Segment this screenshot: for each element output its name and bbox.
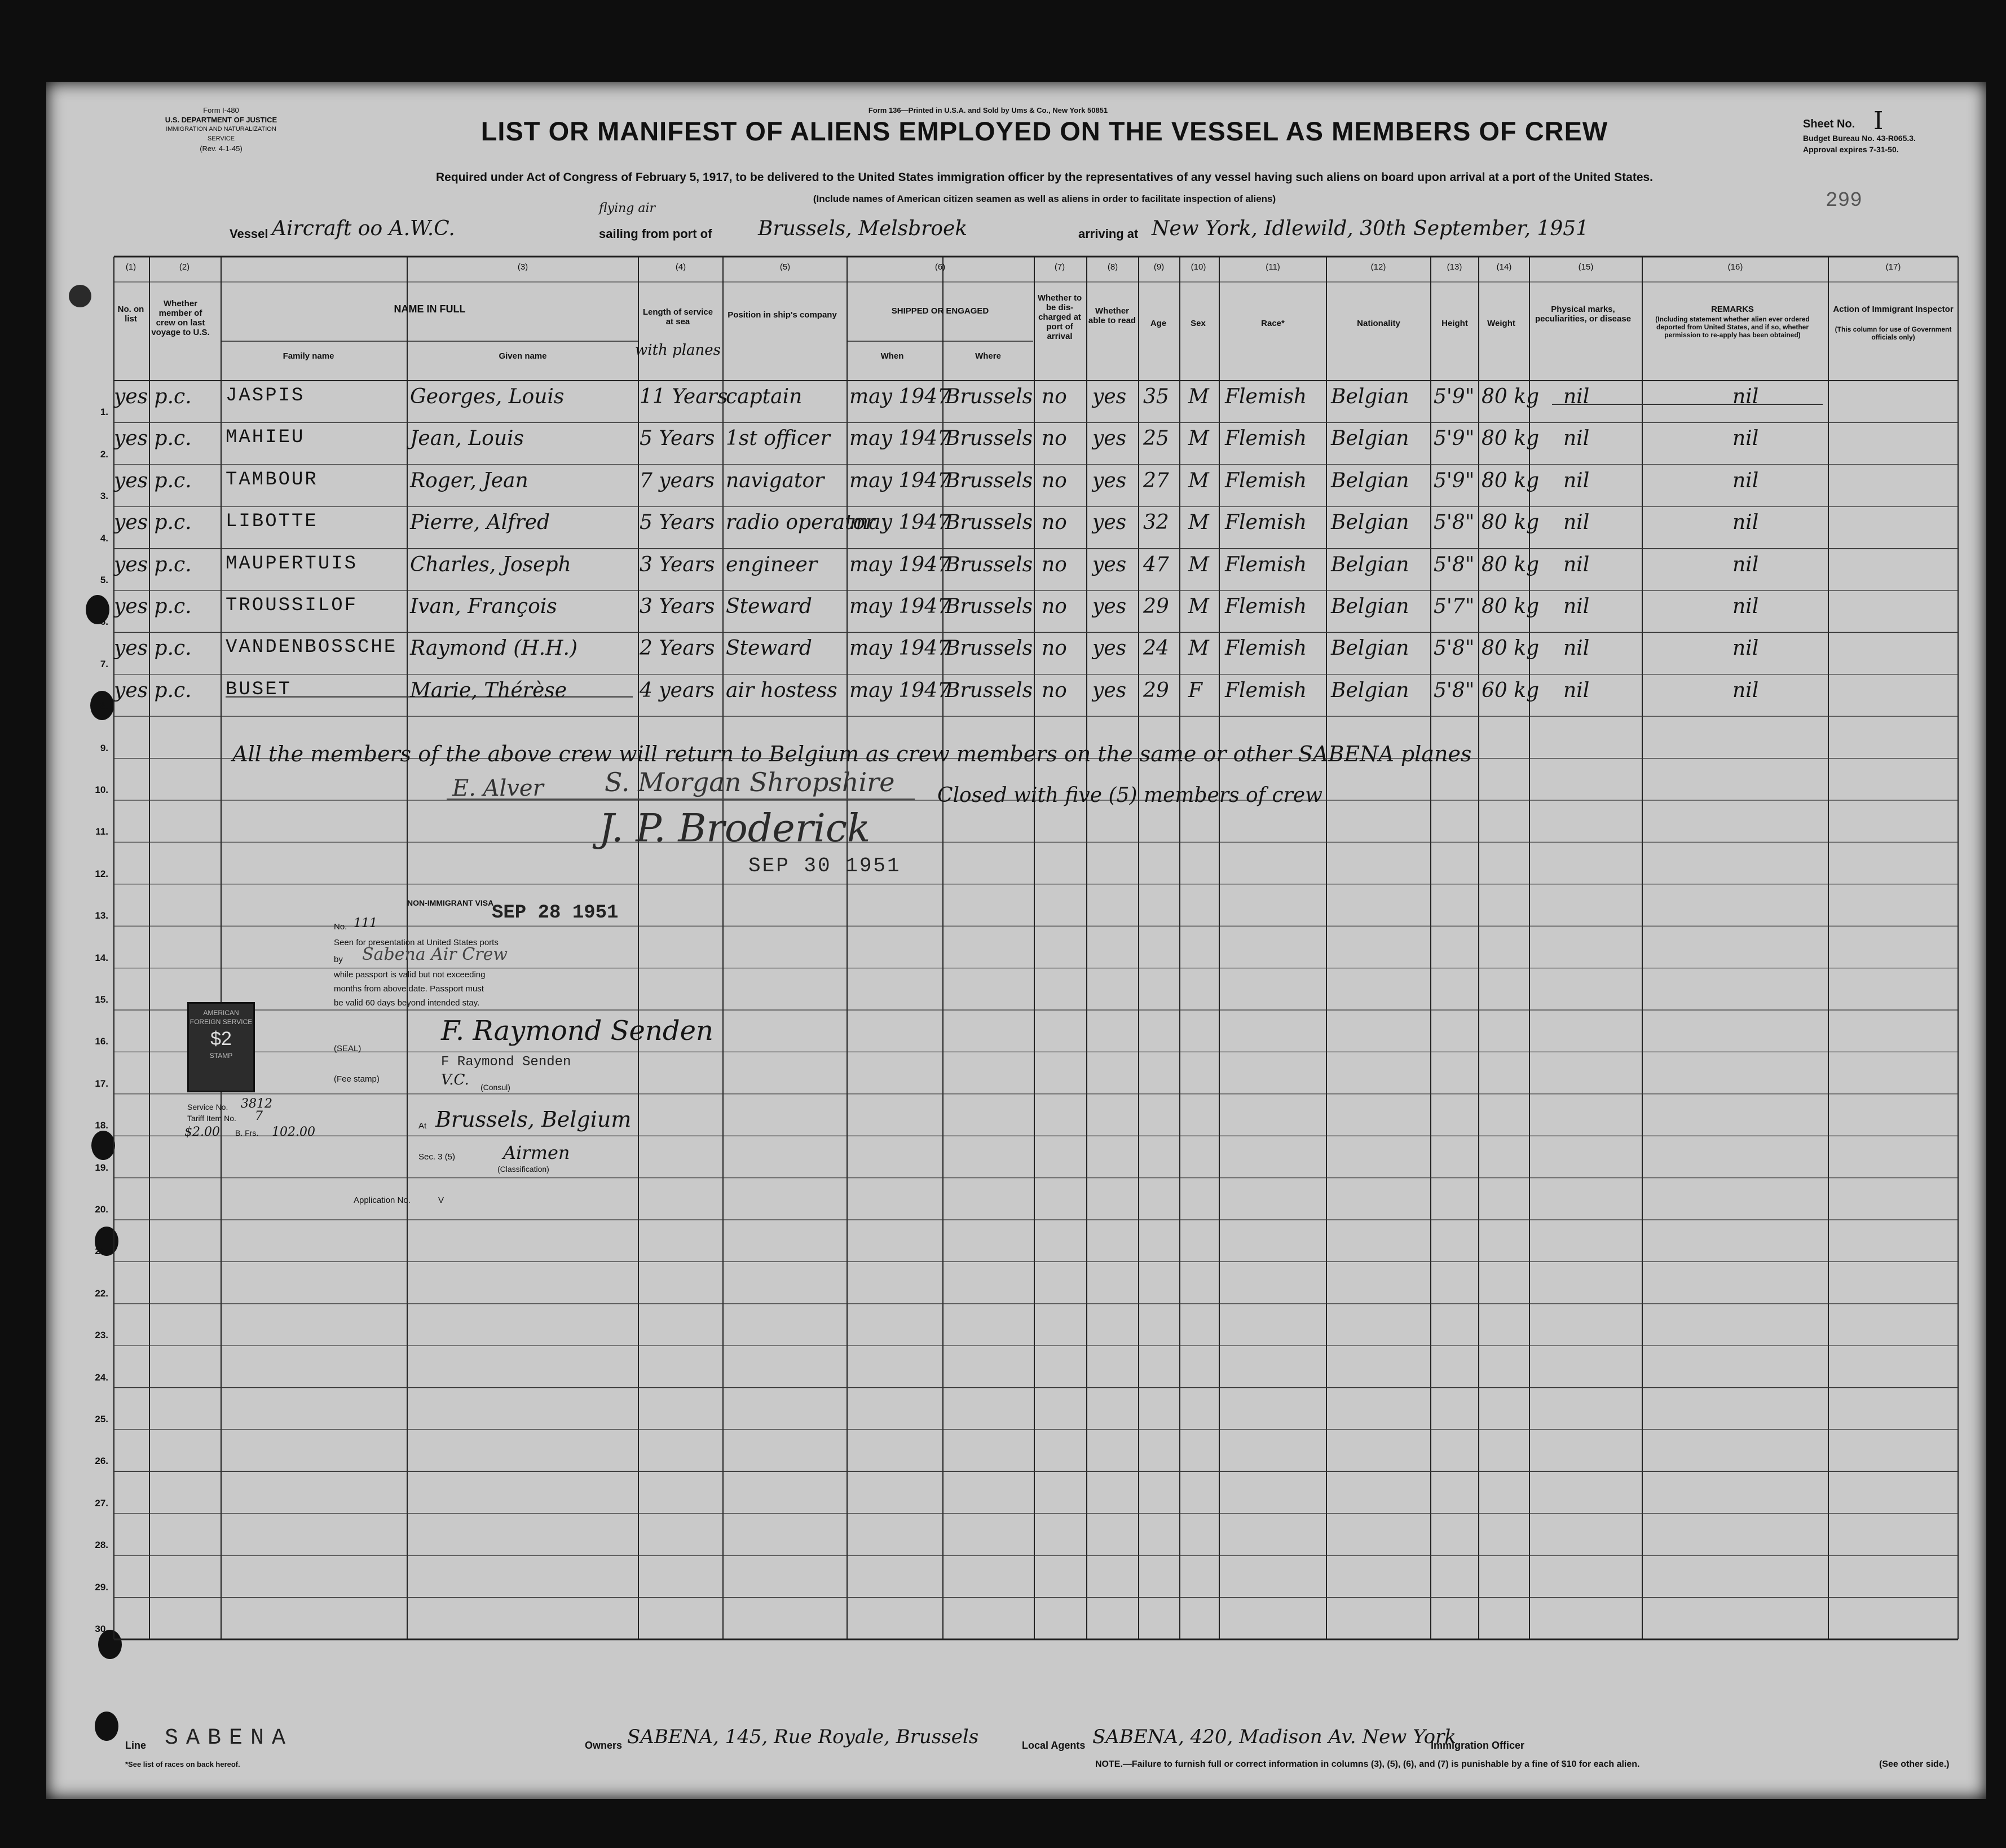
visa-by-label: by [334, 955, 343, 964]
sheet-label: Sheet No. [1803, 118, 1855, 130]
visa-by: Sabena Air Crew [362, 945, 508, 964]
when-cell: may 1947 [849, 637, 950, 660]
column-number: (12) [1370, 262, 1386, 272]
vessel-label: Vessel [230, 227, 268, 241]
height-cell: 5'8" [1434, 678, 1475, 702]
closed-note: Closed with five (5) members of crew [937, 784, 1322, 807]
visa-months: months from above date. Passport must [334, 984, 484, 994]
discharge-cell: no [1042, 511, 1067, 535]
consul-signature: F. Raymond Senden [441, 1015, 713, 1047]
service-cell: 5 Years [640, 511, 715, 535]
col-header-where: Where [975, 351, 1001, 361]
when-cell: may 1947 [849, 385, 950, 408]
height-cell: 5'8" [1434, 637, 1475, 660]
remarks-cell: nil [1732, 511, 1759, 535]
weight-cell: 80 kg [1482, 595, 1540, 618]
discharge-cell: no [1042, 678, 1067, 702]
printer-line: Form 136—Printed in U.S.A. and Sold by Ums & Co., New York 50851 [868, 106, 1108, 114]
where-cell: Brussels [945, 553, 1033, 576]
visa-class-label: (Classification) [497, 1165, 549, 1174]
col-header-length: Length of service at sea [642, 307, 713, 327]
row-number: 18. [95, 1120, 108, 1131]
form-number: Form I-480 [203, 106, 239, 114]
row-number: 23. [95, 1330, 108, 1341]
family-name-cell: TROUSSILOF [226, 595, 358, 616]
height-cell: 5'8" [1434, 553, 1475, 576]
fee-stamp-line: STAMP [209, 1052, 233, 1060]
tariff-label: Tariff Item No. [187, 1114, 236, 1123]
remarks-cell: nil [1732, 469, 1759, 492]
row-number: 20. [95, 1204, 108, 1215]
family-name-cell: VANDENBOSSCHE [226, 637, 398, 659]
height-cell: 5'8" [1434, 511, 1475, 535]
nationality-cell: Belgian [1331, 678, 1409, 702]
discharge-cell: no [1042, 469, 1067, 492]
row-number: 6. [100, 616, 108, 628]
marks-cell: nil [1563, 678, 1590, 702]
given-name-cell: Ivan, François [410, 595, 557, 618]
row-number: 14. [95, 952, 108, 963]
col-header-age: Age [1150, 319, 1167, 328]
application-value: V [438, 1196, 444, 1205]
visa-at: Brussels, Belgium [435, 1107, 632, 1132]
row-number: 24. [95, 1371, 108, 1383]
nationality-cell: Belgian [1331, 553, 1409, 576]
when-cell: may 1947 [849, 678, 950, 702]
col-header-sex: Sex [1191, 319, 1206, 328]
agents-value: SABENA, 420, Madison Av. New York [1092, 1726, 1456, 1748]
sex-cell: M [1188, 427, 1209, 451]
read-cell: yes [1092, 553, 1127, 576]
age-cell: 35 [1143, 385, 1169, 408]
marks-cell: nil [1563, 637, 1590, 660]
where-cell: Brussels [945, 511, 1033, 535]
position-cell: radio operator [726, 511, 875, 535]
column-number: (14) [1496, 262, 1512, 272]
row-number: 5. [100, 575, 108, 585]
col-header-discharge: Whether to be dis-charged at port of arrival [1037, 293, 1082, 341]
marks-cell: nil [1563, 427, 1590, 451]
fee-stamp-line: FOREIGN SERVICE [189, 1018, 253, 1026]
last-voyage-cell: yes p.c. [114, 385, 192, 408]
department: U.S. DEPARTMENT OF JUSTICE [165, 116, 277, 124]
agents-label: Local Agents [1022, 1740, 1086, 1751]
tariff-no: 7 [255, 1109, 263, 1123]
height-cell: 5'9" [1434, 385, 1475, 408]
row-number: 11. [95, 826, 108, 837]
row-number: 19. [95, 1162, 108, 1173]
row-number: 25. [95, 1414, 108, 1424]
bfrs-value: 102.00 [272, 1125, 315, 1139]
visa-seal-label: (SEAL) [334, 1044, 361, 1053]
visa-date: SEP 28 1951 [492, 902, 619, 924]
race-cell: Flemish [1225, 678, 1307, 702]
col-header-action-note: (This column for use of Government officials only) [1835, 325, 1952, 341]
column-number: (13) [1447, 262, 1462, 272]
col-header-when: When [880, 351, 904, 361]
service-no-label: Service No. [187, 1102, 228, 1112]
row-number: 21. [95, 1246, 108, 1257]
read-cell: yes [1092, 427, 1127, 451]
service-cell: 3 Years [640, 595, 715, 618]
consul-label: (Consul) [480, 1083, 510, 1092]
col-header-remarks-note: (Including statement whether alien ever ordered deported from United States, and if so, whether permission to re-apply has been obtained) [1655, 315, 1810, 339]
height-cell: 5'9" [1434, 469, 1475, 492]
family-name-cell: LIBOTTE [226, 511, 318, 533]
service-name: IMMIGRATION AND NATURALIZATION SERVICE [166, 126, 276, 142]
row-number: 2. [100, 448, 108, 460]
row-number: 12. [95, 868, 108, 879]
sex-cell: M [1188, 469, 1209, 492]
race-cell: Flemish [1225, 637, 1307, 660]
column-number: (16) [1727, 262, 1743, 272]
remarks-cell: nil [1732, 595, 1759, 618]
position-cell: Steward [726, 637, 812, 660]
row-number: 26. [95, 1456, 108, 1467]
race-cell: Flemish [1225, 427, 1307, 451]
where-cell: Brussels [945, 595, 1033, 618]
remarks-cell: nil [1732, 678, 1759, 702]
visa-no-label: No. [334, 922, 347, 932]
column-number: (9) [1153, 262, 1165, 272]
sailing-label: sailing from port of [599, 227, 712, 241]
vessel-value: Aircraft oo A.W.C. [272, 217, 455, 240]
owners-value: SABENA, 145, Rue Royale, Brussels [627, 1726, 979, 1748]
when-cell: may 1947 [849, 511, 950, 535]
family-name-cell: BUSET [226, 678, 292, 700]
last-voyage-cell: yes p.c. [114, 469, 192, 492]
where-cell: Brussels [945, 469, 1033, 492]
approval-expiry: Approval expires 7-31-50. [1803, 145, 1899, 154]
row-number: 13. [95, 910, 108, 921]
form-subtitle: Required under Act of Congress of February 5, 1917, to be delivered to the United States immigration officer by the representatives of any vessel having such aliens on board upon arrival at a port of the United States. [435, 171, 1654, 184]
row-number: 7. [100, 658, 108, 669]
service-cell: 5 Years [640, 427, 715, 451]
col-header-action: Action of Immigrant Inspector [1833, 305, 1954, 314]
when-cell: may 1947 [849, 469, 950, 492]
nationality-cell: Belgian [1331, 427, 1409, 451]
col-header-weight: Weight [1487, 319, 1515, 328]
service-cell: 3 Years [640, 553, 715, 576]
height-cell: 5'7" [1434, 595, 1475, 618]
weight-cell: 80 kg [1482, 427, 1540, 451]
age-cell: 29 [1143, 595, 1169, 618]
row-number: 4. [100, 532, 108, 544]
family-name-cell: MAHIEU [226, 427, 305, 449]
col-header-given: Given name [499, 351, 547, 361]
col-header-last-voyage: Whether member of crew on last voyage to U.S. [151, 299, 210, 337]
remarks-cell: nil [1732, 427, 1759, 451]
weight-cell: 60 kg [1482, 678, 1540, 702]
visa-no: 111 [354, 916, 377, 930]
column-number: (15) [1578, 262, 1594, 272]
read-cell: yes [1092, 511, 1127, 535]
age-cell: 25 [1143, 427, 1169, 451]
row-number: 22. [95, 1287, 108, 1299]
signature-shropshire: S. Morgan Shropshire [605, 767, 895, 797]
age-cell: 29 [1143, 678, 1169, 702]
age-cell: 24 [1143, 637, 1169, 660]
remarks-cell: nil [1732, 637, 1759, 660]
last-voyage-cell: yes p.c. [114, 595, 192, 618]
position-cell: captain [726, 385, 803, 408]
column-number: (2) [179, 262, 190, 272]
row-number: 29. [95, 1581, 108, 1593]
weight-cell: 80 kg [1482, 553, 1540, 576]
row-number: 30. [95, 1624, 108, 1634]
given-name-cell: Pierre, Alfred [410, 511, 550, 535]
col-header-no: No. on list [117, 305, 144, 324]
when-cell: may 1947 [849, 553, 950, 576]
sheet-number: I [1873, 107, 1884, 135]
col-header-name: NAME IN FULL [394, 303, 466, 315]
read-cell: yes [1092, 637, 1127, 660]
column-number: (17) [1885, 262, 1901, 272]
column-number: (3) [517, 262, 528, 272]
sex-cell: M [1188, 511, 1209, 535]
fee-stamp [187, 1002, 255, 1092]
owners-label: Owners [585, 1740, 623, 1751]
column-number: (10) [1191, 262, 1206, 272]
weight-cell: 80 kg [1482, 385, 1540, 408]
service-cell: 11 Years [640, 385, 728, 408]
where-cell: Brussels [945, 637, 1033, 660]
col-header-position: Position in ship's company [728, 310, 837, 320]
visa-valid: while passport is valid but not exceeding [334, 970, 486, 980]
row-number: 8. [100, 700, 108, 712]
col-header-race: Race* [1261, 319, 1285, 328]
discharge-cell: no [1042, 553, 1067, 576]
visa-sec-label: Sec. 3 (5) [418, 1152, 456, 1162]
col-header-nationality: Nationality [1357, 319, 1400, 328]
service-no: 3812 [241, 1097, 272, 1111]
col-header-read: Whether able to read [1088, 306, 1136, 325]
page-title: LIST OR MANIFEST OF ALIENS EMPLOYED ON THE VESSEL AS MEMBERS OF CREW [480, 116, 1608, 146]
sailing-insert: flying air [599, 201, 656, 215]
fee-stamp-line: AMERICAN [203, 1009, 239, 1017]
column-number: (4) [675, 262, 686, 272]
race-cell: Flemish [1225, 385, 1307, 408]
where-cell: Brussels [945, 678, 1033, 702]
given-name-cell: Roger, Jean [410, 469, 528, 492]
column-number: (8) [1107, 262, 1118, 272]
signature-broderick: J. P. Broderick [599, 806, 871, 851]
nationality-cell: Belgian [1331, 469, 1409, 492]
marks-cell: nil [1563, 553, 1590, 576]
position-cell: navigator [726, 469, 825, 492]
sex-cell: M [1188, 385, 1209, 408]
nationality-cell: Belgian [1331, 511, 1409, 535]
sex-cell: F [1188, 678, 1202, 702]
race-cell: Flemish [1225, 595, 1307, 618]
height-cell: 5'9" [1434, 427, 1475, 451]
races-note: *See list of races on back hereof. [125, 1760, 240, 1768]
when-cell: may 1947 [849, 595, 950, 618]
position-cell: air hostess [726, 678, 837, 702]
row-number: 27. [95, 1497, 108, 1509]
where-cell: Brussels [945, 385, 1033, 408]
see-other-side: (See other side.) [1879, 1759, 1950, 1769]
column-number: (11) [1266, 262, 1280, 272]
remarks-cell: nil [1732, 553, 1759, 576]
budget-bureau: Budget Bureau No. 43-R065.3. [1803, 134, 1916, 143]
page-number: 299 [1826, 189, 1862, 212]
visa-be-valid: be valid 60 days beyond intended stay. [334, 998, 480, 1008]
nationality-cell: Belgian [1331, 595, 1409, 618]
marks-cell: nil [1563, 595, 1590, 618]
sex-cell: M [1188, 595, 1209, 618]
visa-title: NON-IMMIGRANT VISA [407, 898, 494, 907]
column-number: (6) [934, 262, 946, 272]
last-voyage-cell: yes p.c. [114, 678, 192, 702]
officer-label: Immigration Officer [1431, 1740, 1525, 1751]
application-label: Application No. [354, 1196, 411, 1205]
line-label: Line [125, 1740, 147, 1751]
remarks-cell: nil [1732, 385, 1759, 408]
marks-cell: nil [1563, 385, 1590, 408]
read-cell: yes [1092, 595, 1127, 618]
given-name-cell: Jean, Louis [410, 427, 524, 451]
nationality-cell: Belgian [1331, 385, 1409, 408]
last-voyage-cell: yes p.c. [114, 511, 192, 535]
row-number: 9. [100, 742, 108, 753]
arriving-label: arriving at [1078, 227, 1139, 241]
visa-fee-label: (Fee stamp) [334, 1074, 380, 1084]
service-cell: 2 Years [640, 637, 715, 660]
position-cell: Steward [726, 595, 812, 618]
return-note: All the members of the above crew will return to Belgium as crew members on the same or other SABENA planes [232, 742, 1472, 766]
marks-cell: nil [1563, 511, 1590, 535]
fee-stamp-line: $2 [210, 1028, 232, 1049]
discharge-cell: no [1042, 385, 1067, 408]
column-number: (1) [125, 262, 136, 272]
col-header-shipped: SHIPPED OR ENGAGED [891, 306, 989, 316]
weight-cell: 80 kg [1482, 511, 1540, 535]
age-cell: 47 [1143, 553, 1169, 576]
where-cell: Brussels [945, 427, 1033, 451]
given-name-cell: Georges, Louis [410, 385, 565, 408]
age-cell: 32 [1143, 511, 1169, 535]
column-number: (7) [1054, 262, 1065, 272]
nationality-cell: Belgian [1331, 637, 1409, 660]
family-name-cell: TAMBOUR [226, 469, 318, 491]
weight-cell: 80 kg [1482, 637, 1540, 660]
given-name-cell: Marie, Thérèse [410, 678, 567, 702]
col-header-physical: Physical marks, peculiarities, or disease [1535, 305, 1632, 324]
age-cell: 27 [1143, 469, 1169, 492]
column-number: (5) [779, 262, 791, 272]
last-voyage-cell: yes p.c. [114, 553, 192, 576]
manifest-sheet [46, 82, 1986, 1799]
family-name-cell: JASPIS [226, 385, 305, 407]
row-number: 3. [100, 491, 108, 502]
race-cell: Flemish [1225, 469, 1307, 492]
col-header-family: Family name [283, 351, 334, 361]
service-cell: 7 years [640, 469, 715, 492]
last-voyage-cell: yes p.c. [114, 637, 192, 660]
marks-cell: nil [1563, 469, 1590, 492]
row-number: 17. [95, 1078, 108, 1089]
arrival-date-stamp: SEP 30 1951 [748, 854, 901, 877]
position-cell: 1st officer [726, 427, 830, 451]
row-number: 16. [95, 1036, 108, 1047]
fee-amount: $2.00 [184, 1125, 220, 1139]
sailing-port: Brussels, Melsbroek [758, 217, 968, 240]
sex-cell: M [1188, 637, 1209, 660]
row-number: 28. [95, 1540, 108, 1551]
sex-cell: M [1188, 553, 1209, 576]
discharge-cell: no [1042, 427, 1067, 451]
last-voyage-cell: yes p.c. [114, 427, 192, 451]
service-cell: 4 years [640, 678, 715, 702]
row-number: 10. [95, 784, 108, 795]
col-header-height: Height [1441, 319, 1468, 328]
consul-name: F Raymond Senden [441, 1055, 571, 1070]
visa-class: Airmen [503, 1142, 570, 1163]
row-number: 1. [100, 407, 108, 418]
consul-title: V.C. [441, 1071, 469, 1088]
col-header-remarks: REMARKS [1711, 305, 1754, 314]
signature-alver: E. Alver [452, 775, 544, 801]
read-cell: yes [1092, 385, 1127, 408]
race-cell: Flemish [1225, 553, 1307, 576]
visa-at-label: At [418, 1121, 427, 1131]
position-cell: engineer [726, 553, 818, 576]
race-cell: Flemish [1225, 511, 1307, 535]
family-name-cell: MAUPERTUIS [226, 553, 358, 575]
col-header-length-insert: with planes [635, 342, 721, 359]
footer-note: NOTE.—Failure to furnish full or correct information in columns (3), (5), (6), and (7) is punishable by a fine of $10 for each alien. [1095, 1759, 1640, 1769]
row-number: 15. [95, 994, 108, 1005]
bfrs-label: B. Frs. [235, 1128, 259, 1137]
revision: (Rev. 4-1-45) [200, 144, 243, 153]
given-name-cell: Charles, Joseph [410, 553, 571, 576]
read-cell: yes [1092, 469, 1127, 492]
arriving-port: New York, Idlewild, 30th September, 1951 [1152, 217, 1589, 240]
weight-cell: 80 kg [1482, 469, 1540, 492]
read-cell: yes [1092, 678, 1127, 702]
include-note: (Include names of American citizen seamen as well as aliens in order to facilitate inspection of aliens) [813, 193, 1276, 204]
discharge-cell: no [1042, 595, 1067, 618]
line-value: SABENA [165, 1726, 294, 1751]
visa-seen: Seen for presentation at United States ports [334, 938, 499, 947]
given-name-cell: Raymond (H.H.) [410, 637, 577, 660]
when-cell: may 1947 [849, 427, 950, 451]
discharge-cell: no [1042, 637, 1067, 660]
